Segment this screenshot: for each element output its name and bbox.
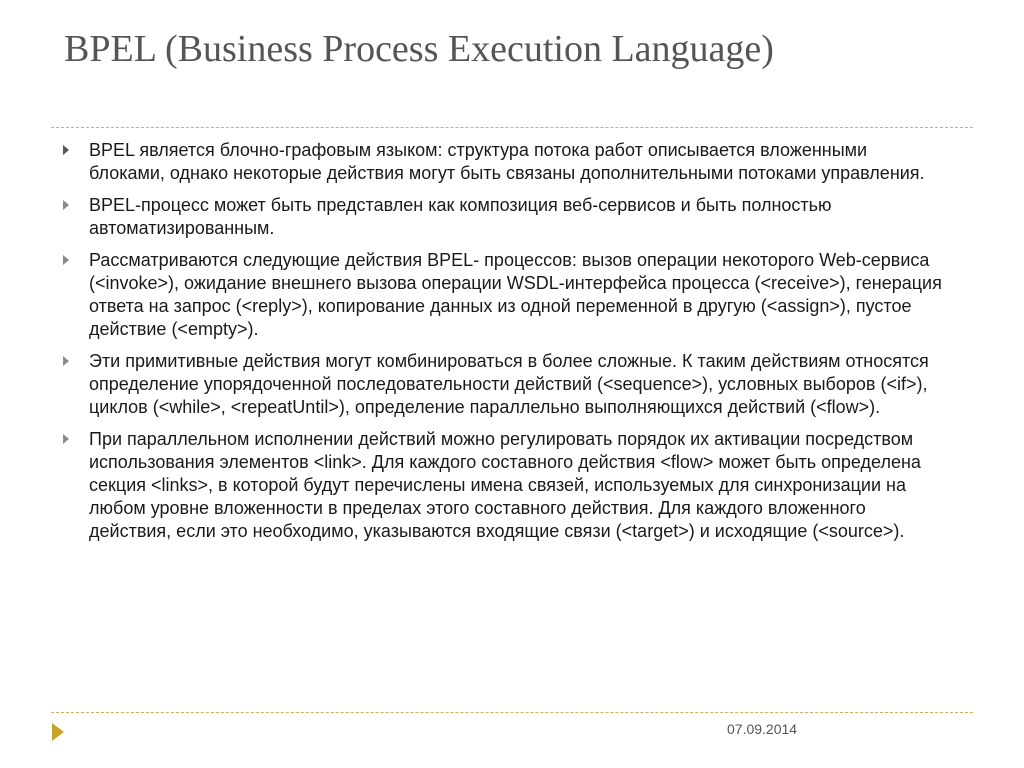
title-divider — [51, 127, 973, 128]
bullet-item — [62, 139, 942, 185]
bullet-item — [62, 194, 942, 240]
slide-date: 07.09.2014 — [727, 721, 798, 737]
triangle-bullet-icon — [63, 255, 69, 265]
triangle-bullet-icon — [63, 145, 69, 155]
bullet-text: Рассматриваются следующие действия BPEL- процессов: вызов операции некоторого Web-сервиса (<invoke>), ожидание внешнего вызова операции WSDL-интерфейса процесса (<receive>), генерация ответа на запрос (<reply>), копирование данных из одной переменной в другую (<assign>), пустое действие (<empty>). — [89, 250, 942, 339]
bullet-item — [62, 249, 942, 341]
triangle-bullet-icon — [63, 200, 69, 210]
bullet-text: BPEL-процесс может быть представлен как композиция веб-сервисов и быть полностью автоматизированным. — [89, 195, 832, 238]
nav-arrow-icon[interactable] — [52, 723, 64, 741]
bullet-list — [62, 139, 942, 552]
bullet-item — [62, 428, 942, 543]
bullet-text: При параллельном исполнении действий можно регулировать порядок их активации посредством использования элементов <link>. Для каждого составного действия <flow> может быть определена секция <links>, в которой будут перечислены имена связей, используемых для синхронизации на любом уровне вложенности в пределах этого составного действия. Для каждого вложенного действия, если это необходимо, указываются входящие связи (<target>) и исходящие (<source>). — [89, 429, 921, 541]
bullet-text: BPEL является блочно-графовым языком: структура потока работ описывается вложенными блоками, однако некоторые действия могут быть связаны дополнительными потоками управления. — [89, 140, 925, 183]
slide-title: BPEL (Business Process Execution Language) — [64, 28, 774, 70]
triangle-bullet-icon — [63, 434, 69, 444]
footer-divider — [51, 712, 973, 713]
triangle-bullet-icon — [63, 356, 69, 366]
bullet-item — [62, 350, 942, 419]
bullet-text: Эти примитивные действия могут комбинироваться в более сложные. К таким действиям относятся определение упорядоченной последовательности действий (<sequence>), условных выборов (<if>), циклов (<while>, <repeatUntil>), определение параллельно выполняющихся действий (<flow>). — [89, 351, 929, 417]
